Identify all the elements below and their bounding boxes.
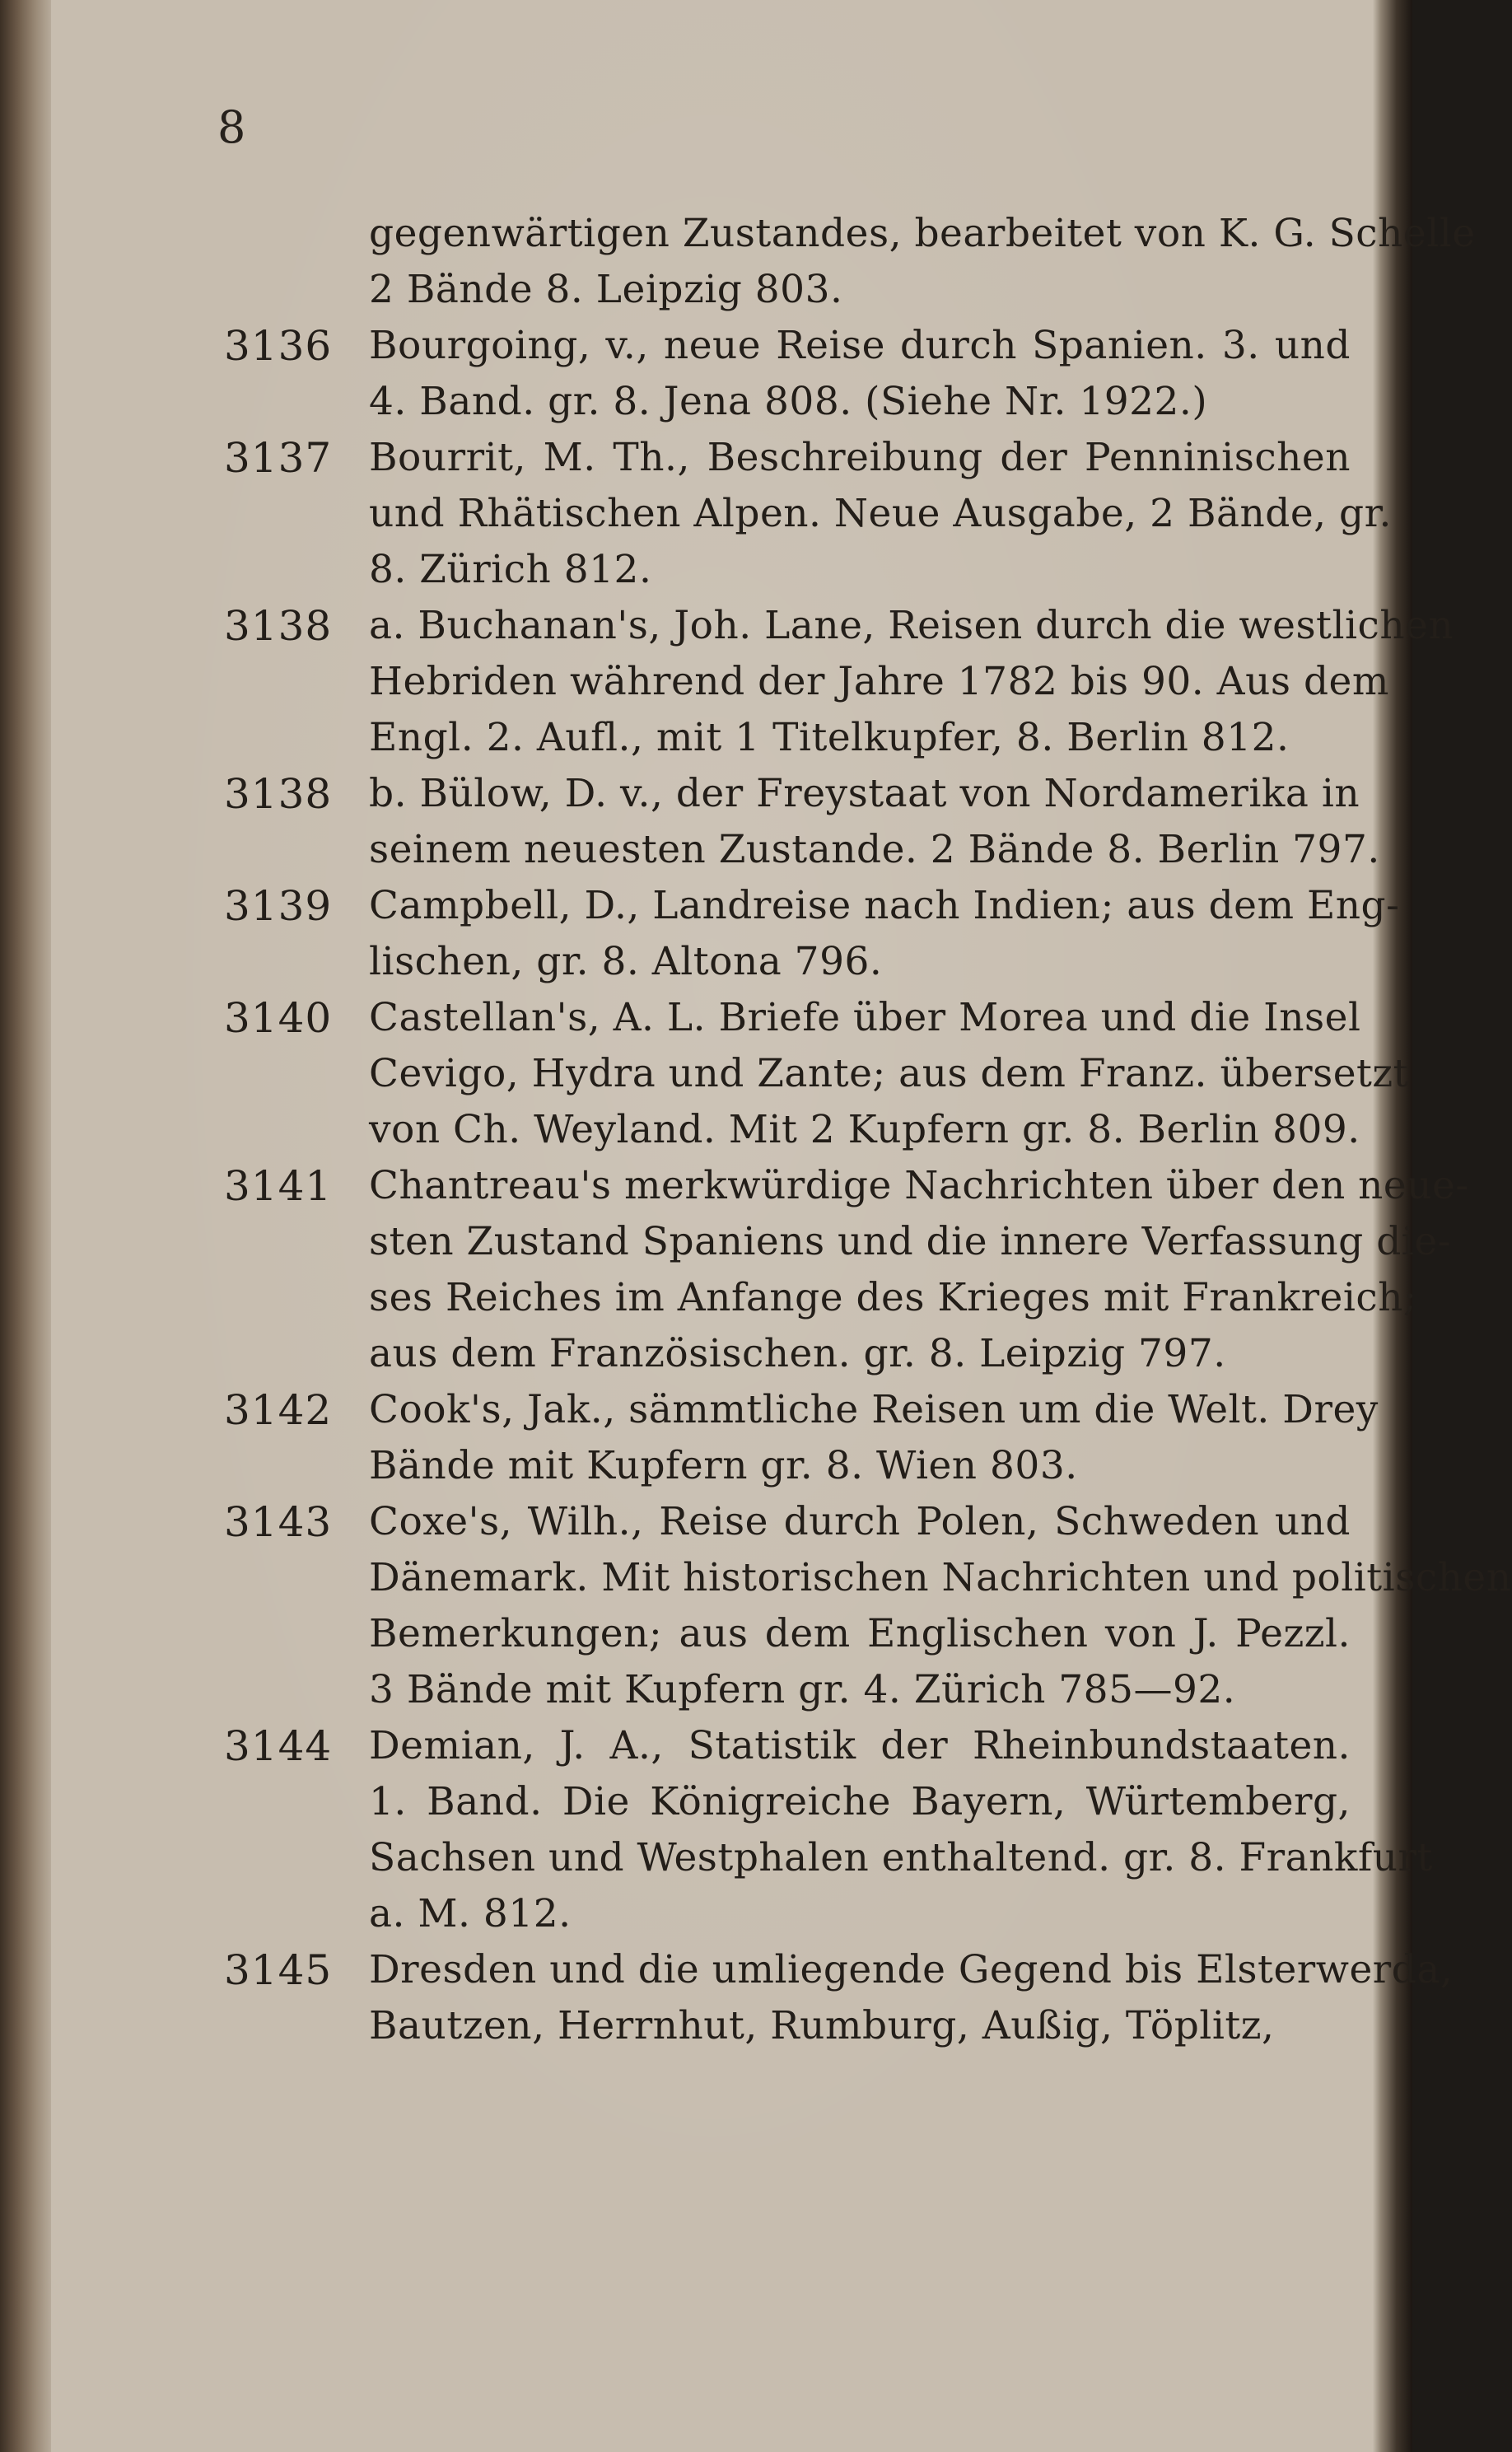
catalog-entry	[224, 990, 1410, 1158]
entry-number: 3136	[224, 322, 333, 370]
catalog-entry	[224, 1158, 1469, 1382]
catalog-entry	[224, 1382, 1379, 1494]
text-line: 2 Bände 8. Leipzig 803.	[369, 267, 843, 312]
catalog-entry	[224, 430, 1392, 598]
text-line: a. M. 812.	[369, 1891, 572, 1936]
text-line: Dänemark. Mit historischen Nachrichten und politischen	[369, 1555, 1512, 1600]
text-line: und Rhätischen Alpen. Neue Ausgabe, 2 Bände, gr.	[369, 491, 1392, 536]
text-line: 1. Band. Die Königreiche Bayern, Würtemberg,	[369, 1779, 1351, 1824]
catalog-entry	[224, 318, 1351, 430]
catalog-entry	[224, 1942, 1454, 2054]
text-line: Campbell, D., Landreise nach Indien; aus dem Eng-	[369, 883, 1400, 928]
entry-number: 3139	[224, 882, 333, 930]
catalog-text	[224, 206, 1512, 2054]
entry-number: 3145	[224, 1946, 333, 1994]
text-line: Dresden und die umliegende Gegend bis Elsterwerda,	[369, 1947, 1454, 1992]
catalog-entry	[224, 878, 1400, 990]
text-line: Coxe's, Wilh., Reise durch Polen, Schweden und	[369, 1499, 1351, 1544]
text-line: gegenwärtigen Zustandes, bearbeitet von K. G. Schelle	[369, 211, 1476, 256]
entry-number: 3144	[224, 1722, 333, 1770]
text-line: Bände mit Kupfern gr. 8. Wien 803.	[369, 1443, 1078, 1488]
text-line: b. Bülow, D. v., der Freystaat von Nordamerika in	[369, 771, 1360, 816]
text-line: 4. Band. gr. 8. Jena 808. (Siehe Nr. 1922.)	[369, 379, 1208, 424]
text-line: Bautzen, Herrnhut, Rumburg, Außig, Töplitz,	[369, 2003, 1275, 2048]
entry-number: 3138	[224, 602, 333, 650]
text-line: Hebriden während der Jahre 1782 bis 90. Aus dem	[369, 659, 1389, 704]
catalog-entry	[224, 1494, 1512, 1718]
catalog-entry	[224, 1718, 1433, 1942]
entry-number: 3142	[224, 1386, 333, 1434]
page-edge-left	[0, 0, 51, 2452]
text-line: 3 Bände mit Kupfern gr. 4. Zürich 785—92.	[369, 1667, 1236, 1712]
catalog-entry	[224, 598, 1454, 766]
text-line: Engl. 2. Aufl., mit 1 Titelkupfer, 8. Berlin 812.	[369, 715, 1290, 760]
entry-number: 3140	[224, 994, 333, 1042]
text-line: seinem neuesten Zustande. 2 Bände 8. Berlin 797.	[369, 827, 1380, 872]
text-line: Chantreau's merkwürdige Nachrichten über den neue-	[369, 1163, 1469, 1208]
text-line: sten Zustand Spaniens und die innere Verfassung die-	[369, 1219, 1452, 1264]
text-line: Demian, J. A., Statistik der Rheinbundstaaten.	[369, 1723, 1351, 1768]
continuation-entry	[247, 206, 1476, 318]
text-line: Bourgoing, v., neue Reise durch Spanien. 3. und	[369, 323, 1351, 368]
text-line: Bourrit, M. Th., Beschreibung der Penninischen	[369, 435, 1351, 480]
entry-number: 3137	[224, 434, 333, 482]
entry-number: 3143	[224, 1498, 333, 1546]
text-line: Sachsen und Westphalen enthaltend. gr. 8. Frankfurt	[369, 1835, 1433, 1880]
text-line: Castellan's, A. L. Briefe über Morea und die Insel	[369, 995, 1361, 1040]
text-line: Cook's, Jak., sämmtliche Reisen um die Welt. Drey	[369, 1387, 1379, 1432]
catalog-entry	[224, 766, 1380, 878]
entry-number: 3141	[224, 1162, 333, 1210]
text-line: Bemerkungen; aus dem Englischen von J. Pezzl.	[369, 1611, 1351, 1656]
entry-number: 3138	[224, 770, 333, 818]
text-line: a. Buchanan's, Joh. Lane, Reisen durch die westlichen	[369, 603, 1454, 648]
text-line: lischen, gr. 8. Altona 796.	[369, 939, 883, 984]
text-line: von Ch. Weyland. Mit 2 Kupfern gr. 8. Berlin 809.	[369, 1107, 1360, 1152]
text-line: aus dem Französischen. gr. 8. Leipzig 797.	[369, 1331, 1226, 1376]
text-line: ses Reiches im Anfange des Krieges mit Frankreich;	[369, 1275, 1417, 1320]
text-line: 8. Zürich 812.	[369, 547, 652, 592]
page-number: 8	[217, 101, 246, 153]
text-line: Cevigo, Hydra und Zante; aus dem Franz. übersetzt	[369, 1051, 1410, 1096]
